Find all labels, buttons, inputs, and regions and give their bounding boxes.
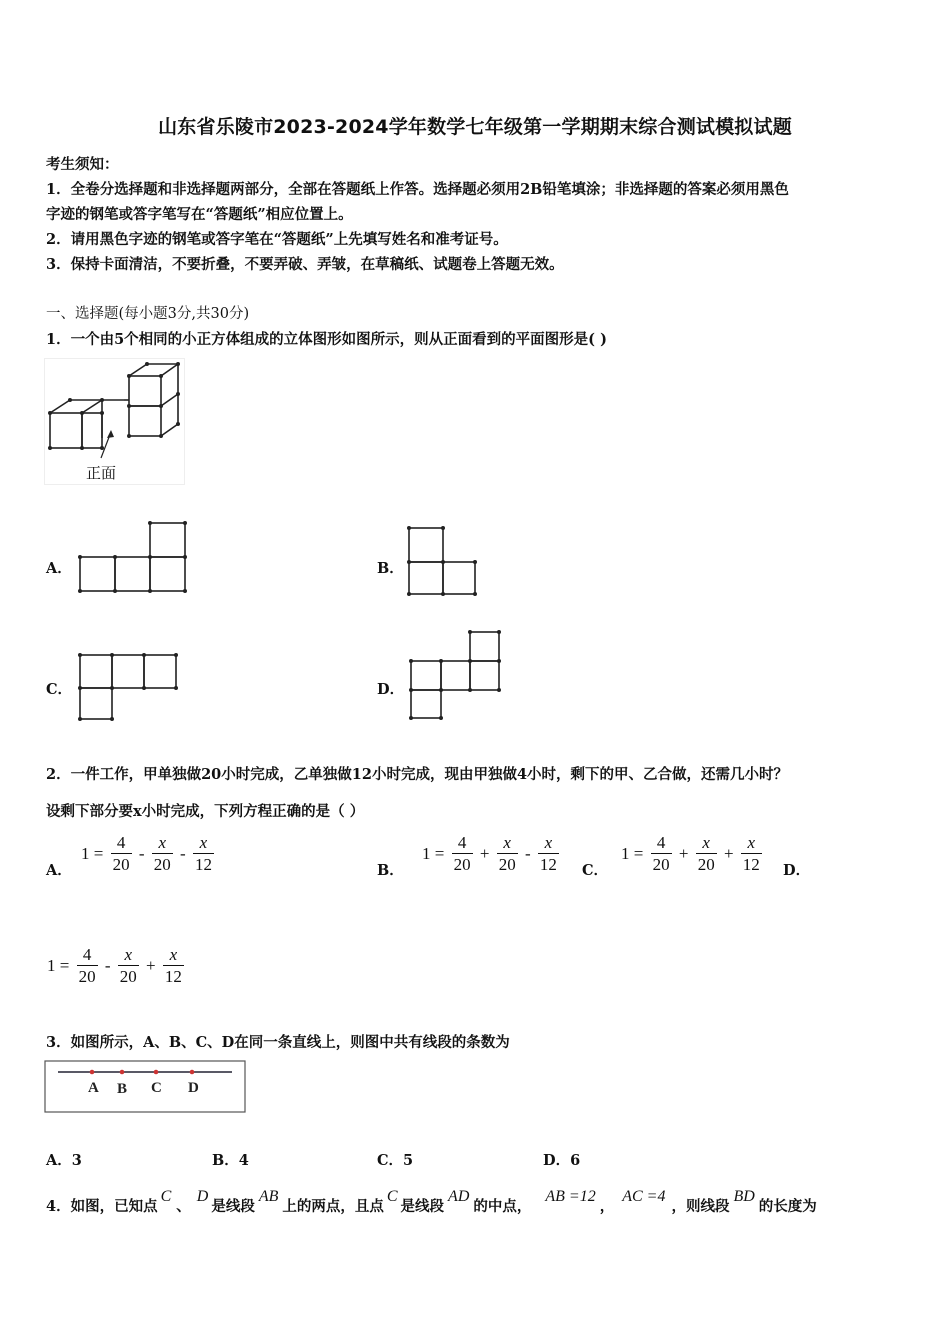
- numerator: x: [163, 944, 184, 966]
- numerator: x: [118, 944, 139, 966]
- question-4-part: 上的两点，且点: [282, 1198, 384, 1215]
- equation-lhs: 1 =: [422, 843, 445, 863]
- option-a-label[interactable]: A．: [46, 560, 72, 577]
- option-d-label[interactable]: D．: [377, 681, 405, 698]
- question-2-text: 2．一件工作，甲单独做20小时完成，乙单独做12小时完成，现由甲独做4小时，剩下的甲、乙合做，还需几小时？: [46, 766, 789, 783]
- question-4-part: 是线段: [211, 1198, 255, 1215]
- math-ac-eq: AC =4: [622, 1188, 666, 1205]
- numerator: x: [741, 832, 762, 854]
- option-c-label[interactable]: C．: [46, 681, 73, 698]
- equation-lhs: 1 =: [47, 955, 70, 975]
- denominator: 20: [112, 855, 130, 874]
- notice-line: 1．全卷分选择题和非选择题两部分，全部在答题纸上作答。选择题必须用2B铅笔填涂；非选择题的答案必须用黑色: [46, 181, 789, 198]
- front-view-label: 正面: [86, 464, 117, 482]
- equation-lhs: 1 =: [621, 843, 644, 863]
- question-3-line-figure: [44, 1060, 247, 1114]
- denominator: 20: [652, 855, 670, 874]
- point-c-label: C: [151, 1080, 162, 1096]
- math-ab: AB: [258, 1188, 279, 1205]
- minus-sign: -: [138, 843, 145, 863]
- plus-sign: +: [723, 843, 734, 863]
- option-c-label[interactable]: C．: [582, 862, 609, 879]
- question-4-part: 4．如图，已知点: [46, 1198, 158, 1215]
- notice-heading: 考生须知：: [46, 156, 119, 173]
- option-b-figure: [404, 522, 480, 598]
- numerator: 4: [111, 832, 132, 854]
- section-heading: 一、选择题(每小题3分,共30分): [46, 306, 250, 322]
- question-4-part: 是线段: [400, 1198, 445, 1215]
- option-b-label[interactable]: B．: [377, 560, 404, 577]
- math-c: C: [160, 1188, 172, 1205]
- denominator: 20: [453, 855, 471, 874]
- point-a-label: A: [88, 1080, 99, 1096]
- equation-c: [620, 832, 764, 875]
- minus-sign: -: [524, 843, 531, 863]
- numerator: x: [696, 832, 717, 854]
- equation-lhs: 1 =: [81, 843, 104, 863]
- separator: 、: [176, 1198, 191, 1215]
- option-a[interactable]: A．3: [46, 1152, 82, 1169]
- plus-sign: +: [146, 955, 156, 975]
- minus-sign: -: [180, 843, 186, 863]
- question-3-text: 3．如图所示，A、B、C、D在同一条直线上，则图中共有线段的条数为: [46, 1034, 510, 1051]
- math-ab-eq: AB =12: [545, 1188, 596, 1205]
- option-c[interactable]: C．5: [377, 1152, 414, 1169]
- math-c: C: [386, 1188, 398, 1205]
- minus-sign: -: [104, 955, 111, 975]
- option-a-figure: [76, 519, 190, 597]
- numerator: x: [538, 832, 559, 854]
- denominator: 20: [119, 967, 137, 986]
- numerator: 4: [651, 832, 672, 854]
- denominator: 12: [539, 855, 557, 874]
- equation-d: [46, 944, 186, 987]
- denominator: 20: [498, 855, 516, 874]
- equation-b: [421, 832, 561, 875]
- question-4-part: 的长度为: [758, 1198, 817, 1215]
- math-bd: BD: [733, 1188, 755, 1205]
- equation-a: [80, 832, 216, 875]
- option-a-label[interactable]: A．: [46, 862, 72, 879]
- math-d: D: [196, 1188, 209, 1205]
- question-2-text: 设剩下部分要x小时完成，下列方程正确的是（ ）: [46, 803, 365, 820]
- numerator: 4: [77, 944, 98, 966]
- option-b[interactable]: B．4: [212, 1152, 249, 1169]
- plus-sign: +: [678, 843, 689, 863]
- option-c-figure: [75, 651, 181, 723]
- numerator: 4: [452, 832, 473, 854]
- question-1-text: 1．一个由5个相同的小正方体组成的立体图形如图所示，则从正面看到的平面图形是( ): [46, 331, 607, 348]
- page-title: 山东省乐陵市2023-2024学年数学七年级第一学期期末综合测试模拟试题: [158, 116, 792, 138]
- notice-line: 3．保持卡面清洁，不要折叠，不要弄破、弄皱，在草稿纸、试题卷上答题无效。: [46, 256, 564, 273]
- question-4-text: [46, 1188, 817, 1216]
- math-ad: AD: [448, 1188, 470, 1205]
- option-b-label[interactable]: B．: [377, 862, 404, 879]
- numerator: x: [193, 832, 214, 854]
- denominator: 12: [194, 855, 212, 874]
- option-d-label[interactable]: D．: [783, 862, 811, 879]
- denominator: 20: [153, 855, 171, 874]
- numerator: x: [497, 832, 518, 854]
- denominator: 12: [164, 967, 182, 986]
- option-d-figure: [405, 627, 503, 723]
- plus-sign: +: [479, 843, 490, 863]
- comma: ，: [599, 1198, 615, 1215]
- question-4-part: ，则线段: [671, 1198, 730, 1215]
- option-d[interactable]: D．6: [543, 1152, 581, 1169]
- point-b-label: B: [117, 1081, 128, 1097]
- question-4-part: 的中点，: [473, 1198, 532, 1215]
- notice-line: 字迹的钢笔或答字笔写在“答题纸”相应位置上。: [46, 206, 353, 223]
- point-d-label: D: [188, 1080, 199, 1096]
- denominator: 20: [78, 967, 96, 986]
- numerator: x: [152, 832, 173, 854]
- denominator: 20: [697, 855, 715, 874]
- denominator: 12: [742, 855, 760, 874]
- notice-line: 2．请用黑色字迹的钢笔或答字笔在“答题纸”上先填写姓名和准考证号。: [46, 231, 508, 248]
